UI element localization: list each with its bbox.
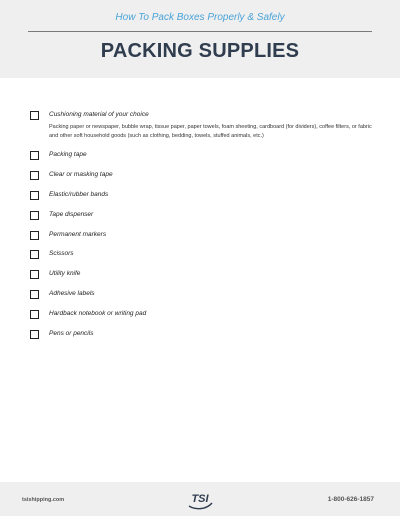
page-title: PACKING SUPPLIES xyxy=(100,40,300,62)
header-divider xyxy=(28,31,372,32)
checkbox[interactable] xyxy=(30,191,39,200)
checkbox[interactable] xyxy=(30,330,39,339)
item-label: Hardback notebook or writing pad xyxy=(49,310,147,318)
checkbox[interactable] xyxy=(30,211,39,220)
checkbox[interactable] xyxy=(30,171,39,180)
checklist-item xyxy=(30,329,375,349)
checklist-item xyxy=(30,110,375,150)
item-label: Pens or pencils xyxy=(49,330,94,338)
checklist-item xyxy=(30,210,375,230)
checkbox[interactable] xyxy=(30,231,39,240)
checklist-item xyxy=(30,150,375,170)
checklist-item xyxy=(30,230,375,250)
checklist-item xyxy=(30,170,375,190)
checklist-item xyxy=(30,269,375,289)
checklist-item xyxy=(30,249,375,269)
footer-website[interactable]: tsishipping.com xyxy=(22,497,65,503)
item-label: Scissors xyxy=(49,250,74,258)
tsi-logo xyxy=(186,488,214,510)
logo-text: TSI xyxy=(191,493,209,505)
item-label: Packing tape xyxy=(49,151,87,158)
supplies-checklist xyxy=(30,110,375,349)
item-label: Permanent markers xyxy=(49,230,107,238)
item-label: Elastic/rubber bands xyxy=(49,190,109,198)
checklist-item xyxy=(30,190,375,210)
item-description: Packing paper or newspaper, bubble wrap, tissue paper, paper towels, foam sheeting, cardboard (for dividers), coffee filters, or fabric and other soft household goods (such as clothing, bedding, towels, stuffed animals, etc.) xyxy=(49,124,372,139)
page-footer xyxy=(0,482,400,516)
item-label: Utility knife xyxy=(49,270,81,278)
footer-phone: 1-800-626-1857 xyxy=(327,496,374,503)
item-label: Adhesive labels xyxy=(49,290,95,298)
item-label: Cushioning material of your choice xyxy=(49,111,149,118)
item-label: Tape dispenser xyxy=(49,210,94,218)
checklist-item xyxy=(30,309,375,329)
item-label: Clear or masking tape xyxy=(49,170,113,178)
checkbox[interactable] xyxy=(30,111,39,120)
checkbox[interactable] xyxy=(30,151,39,160)
checklist-item xyxy=(30,289,375,309)
header-kicker: How To Pack Boxes Properly & Safely xyxy=(115,12,285,23)
checkbox[interactable] xyxy=(30,270,39,279)
checkbox[interactable] xyxy=(30,310,39,319)
checkbox[interactable] xyxy=(30,250,39,259)
page-header xyxy=(0,0,400,78)
checkbox[interactable] xyxy=(30,290,39,299)
